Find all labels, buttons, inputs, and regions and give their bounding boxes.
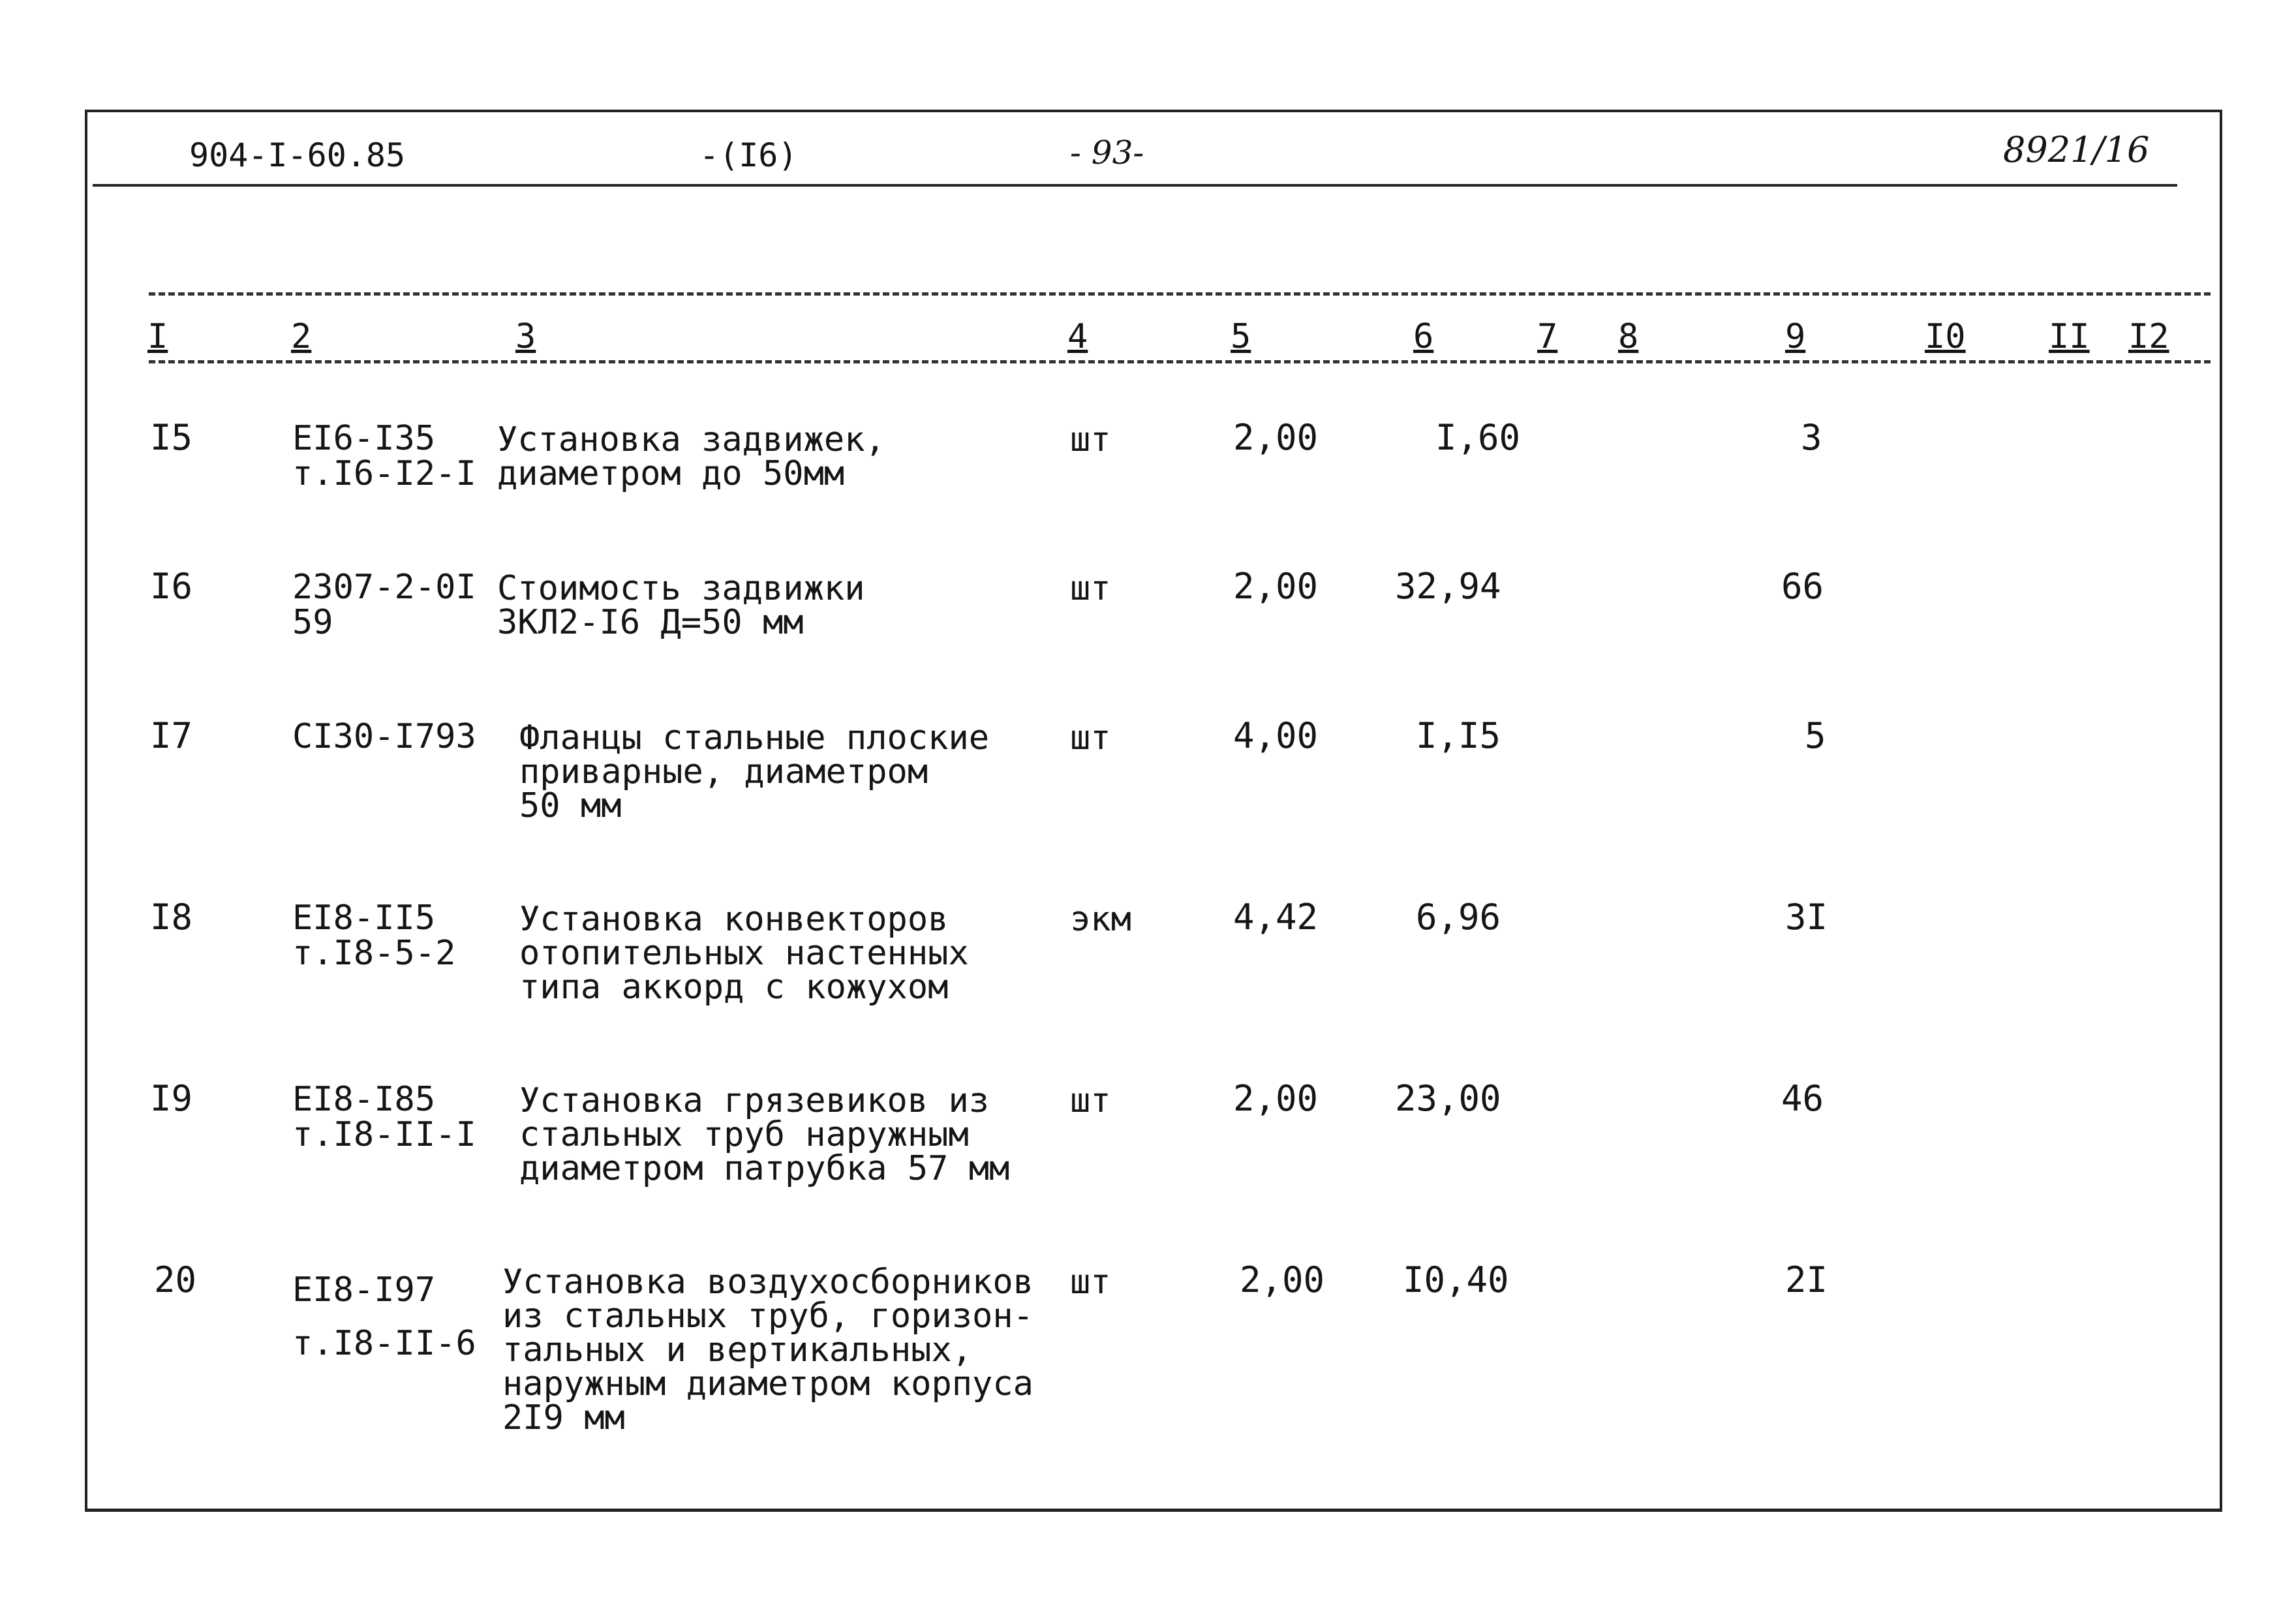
quantity: 4,42 [1233, 897, 1319, 938]
unit: шт [1070, 569, 1111, 608]
unit: шт [1070, 1263, 1111, 1302]
table-header-dashed-rule [149, 360, 2211, 363]
unit-price: I,60 [1435, 417, 1521, 458]
rate-code: EI8-II5 т.I8-5-2 [292, 898, 456, 973]
row-number: I8 [150, 897, 193, 938]
doc-number: 904-I-60.85 [189, 136, 406, 174]
unit: экм [1070, 900, 1131, 939]
table-top-dashed-rule [149, 292, 2211, 296]
rate-code: CI30-I793 [292, 717, 476, 756]
rate-code: EI8-I85 т.I8-II-I [292, 1080, 476, 1154]
row-number: I9 [150, 1078, 193, 1119]
column-number: 3 [515, 317, 536, 356]
unit-price: I0,40 [1403, 1259, 1509, 1300]
total-cost: 66 [1781, 566, 1824, 607]
work-name: Установка грязевиков из стальных труб наружным диаметром патрубка 57 мм [519, 1081, 1010, 1188]
unit: шт [1070, 420, 1111, 459]
work-name: Стоимость задвижки ЗКЛ2-I6 Д=50 мм [497, 569, 865, 642]
column-number: I2 [2128, 317, 2169, 356]
column-number: 2 [291, 317, 312, 356]
total-cost: 3I [1785, 897, 1828, 938]
work-name: Фланцы стальные плоские приварные, диаметром 50 мм [519, 718, 990, 825]
row-number: 20 [154, 1259, 197, 1300]
archive-number: 8921/16 [2003, 129, 2150, 170]
total-cost: 46 [1781, 1078, 1824, 1119]
column-number: I0 [1925, 317, 1966, 356]
row-number: I5 [150, 417, 193, 458]
rate-code: 2307-2-0I 59 [292, 568, 476, 642]
row-number: I7 [150, 715, 193, 756]
column-number: 4 [1067, 317, 1088, 356]
quantity: 4,00 [1233, 715, 1319, 756]
row-number: I6 [150, 566, 193, 607]
total-cost: 2I [1785, 1259, 1828, 1300]
rate-code: EI6-I35 т.I6-I2-I [292, 419, 476, 493]
unit-price: 23,00 [1395, 1078, 1501, 1119]
column-number: 9 [1785, 317, 1806, 356]
column-number: I [147, 317, 168, 356]
total-cost: 5 [1805, 715, 1826, 756]
column-number: II [2049, 317, 2090, 356]
column-number: 5 [1231, 317, 1251, 356]
sheet-code: -(I6) [699, 136, 798, 174]
work-name: Установка задвижек, диаметром до 50мм [497, 420, 885, 493]
header-rule [93, 184, 2177, 187]
unit-price: 6,96 [1416, 897, 1501, 938]
unit: шт [1070, 718, 1111, 758]
total-cost: 3 [1801, 417, 1822, 458]
work-name: Установка воздухосборников из стальных труб, горизон- тальных и вертикальных, наружным диаметром корпуса 2I9 мм [502, 1263, 1033, 1437]
column-number: 8 [1618, 317, 1639, 356]
page-number: - 93- [1070, 134, 1144, 172]
unit-price: I,I5 [1416, 715, 1501, 756]
quantity: 2,00 [1233, 1078, 1319, 1119]
quantity: 2,00 [1233, 566, 1319, 607]
rate-code: EI8-I97 т.I8-II-6 [292, 1270, 476, 1363]
column-number: 7 [1537, 317, 1558, 356]
unit: шт [1070, 1081, 1111, 1120]
quantity: 2,00 [1233, 417, 1319, 458]
column-number: 6 [1413, 317, 1434, 356]
work-name: Установка конвекторов отопительных настенных типа аккорд с кожухом [519, 900, 969, 1007]
unit-price: 32,94 [1395, 566, 1501, 607]
quantity: 2,00 [1240, 1259, 1325, 1300]
